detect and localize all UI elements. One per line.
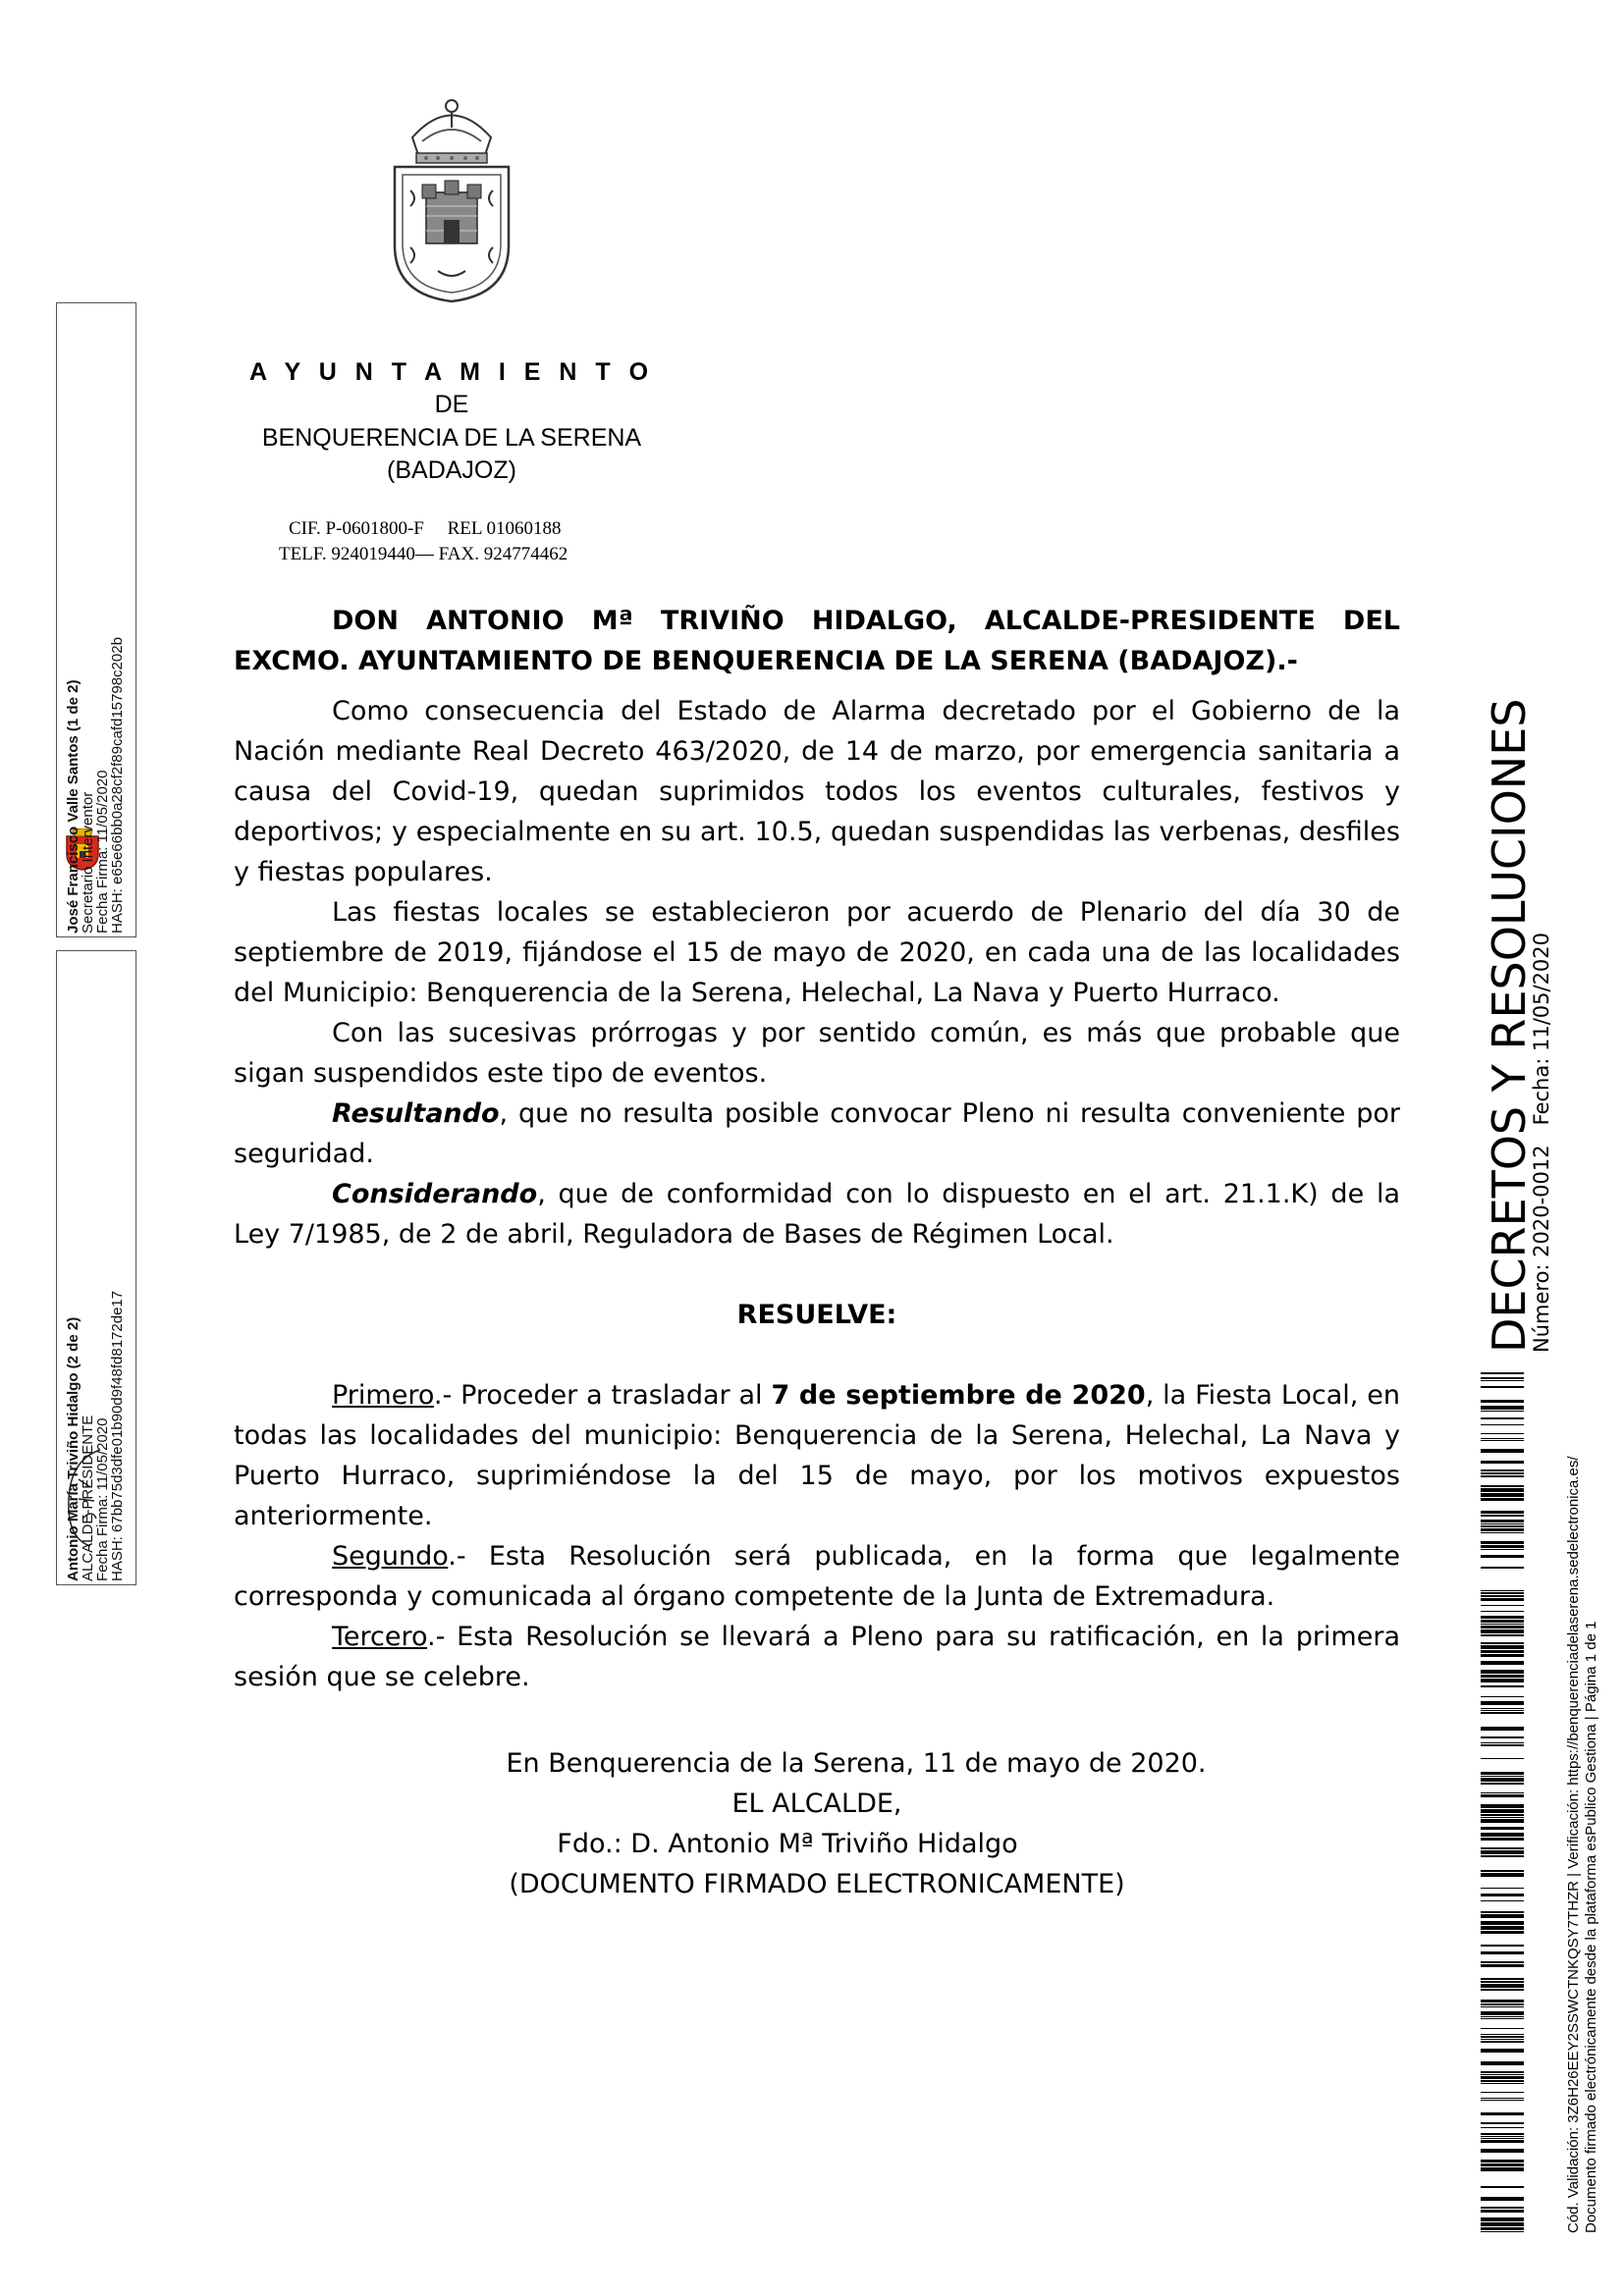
signer1-hash: HASH: e65e66bb0a28cf2f89cafd15798c202b (109, 637, 126, 934)
letterhead-cif: CIF. P-0601800-F REL 01060188 (289, 518, 562, 539)
primero-date: 7 de septiembre de 2020 (771, 1380, 1146, 1411)
signer2-date: Fecha Firma: 11/05/2020 (94, 1417, 111, 1581)
resultando-text: , que no resulta posible convocar Pleno ni resulta conveniente por seguridad. (234, 1098, 1400, 1169)
letterhead-province: (BADAJOZ) (387, 456, 516, 484)
signer2-hash: HASH: 67bb75d3dfe01b90d9f48fd8172de17 (109, 1290, 126, 1581)
resultando-label: Resultando (332, 1098, 500, 1129)
considerando-label: Considerando (332, 1179, 538, 1209)
paragraph-resultando (234, 1094, 1400, 1174)
signer2-name (66, 1317, 81, 1581)
side-platform: Documento firmado electrónicamente desde la plataforma esPublico Gestiona | Página 1 de 1 (1583, 1621, 1599, 2233)
coat-of-arms-logo (383, 98, 520, 304)
paragraph-considerando (234, 1174, 1400, 1255)
signer-box-1 (56, 302, 136, 937)
segundo-label: Segundo (332, 1541, 449, 1572)
signature-place-date: En Benquerencia de la Serena, 11 de mayo de 2020. (506, 1748, 1207, 1779)
signature-block (234, 1743, 1400, 1904)
signer1-name (66, 680, 81, 934)
paragraph-alarm: Como consecuencia del Estado de Alarma decretado por el Gobierno de la Nación mediante Real Decreto 463/2020, de 14 de marzo, por emergencia sanitaria a causa del Covid-19, quedan suprimidos todos los eventos culturales, festivos y deportivos; y especialmente en su art. 10.5, quedan suspendidas las verbenas, desfiles y fiestas populares. (234, 696, 1400, 887)
signature-role: EL ALCALDE, (731, 1789, 902, 1819)
letterhead-ayuntamiento: A Y U N T A M I E N T O (248, 358, 655, 386)
paragraph-primero (234, 1375, 1400, 1536)
signer1-role: Secretario Interventor (80, 791, 96, 934)
side-validation: Cód. Validación: 3Z6H26EEY2SSWCTNKQSY7THZR | Verificación: https://benquerenciadelaserena.sedelectronica.es/ (1565, 1456, 1582, 2233)
signer1-name-text: José Francisco Valle Santos (1 de 2) (65, 679, 81, 934)
paragraph-prorrogas: Con las sucesivas prórrogas y por sentido común, es más que probable que sigan suspendidos este tipo de eventos. (234, 1018, 1400, 1089)
signer-box-2 (56, 950, 136, 1585)
paragraph-fiestas: Las fiestas locales se establecieron por acuerdo de Plenario del día 30 de septiembre de 2019, fijándose el 15 de mayo de 2020, en cada una de las localidades del Municipio: Benquerencia de la Serena, Helechal, La Nava y Puerto Hurraco. (234, 897, 1400, 1008)
considerando-text: , que de conformidad con lo dispuesto en el art. 21.1.K) de la Ley 7/1985, de 2 de abril, Reguladora de Bases de Régimen Local. (234, 1179, 1400, 1250)
signature-note: (DOCUMENTO FIRMADO ELECTRONICAMENTE) (509, 1869, 1125, 1899)
paragraph-tercero (234, 1617, 1400, 1697)
signer1-date: Fecha Firma: 11/05/2020 (94, 770, 111, 934)
signer2-name-text: Antonio María Triviño Hidalgo (2 de 2) (65, 1316, 81, 1581)
side-title: DECRETOS Y RESOLUCIONES (1483, 698, 1536, 1353)
letterhead-municipality: BENQUERENCIA DE LA SERENA (261, 424, 642, 452)
resuelve-heading: RESUELVE: (736, 1300, 897, 1330)
tercero-label: Tercero (332, 1622, 428, 1652)
side-number-date: Número: 2020-0012 Fecha: 11/05/2020 (1530, 932, 1553, 1353)
decree-heading: DON ANTONIO Mª TRIVIÑO HIDALGO, ALCALDE-PRESIDENTE DEL EXCMO. AYUNTAMIENTO DE BENQUERENCIA DE LA SERENA (BADAJOZ).- (234, 606, 1400, 676)
primero-label: Primero (332, 1380, 434, 1411)
tercero-text: .- Esta Resolución se llevará a Pleno para su ratificación, en la primera sesión que se celebre. (234, 1622, 1400, 1692)
letterhead-phone: TELF. 924019440— FAX. 924774462 (279, 544, 568, 564)
primero-text-b: , la Fiesta Local, en todas las localidades del municipio: Benquerencia de la Serena, Helechal, La Nava y Puerto Hurraco, suprimiéndose la del 15 de mayo, por los motivos expuestos anteriormente. (234, 1380, 1400, 1531)
paragraph-segundo (234, 1536, 1400, 1617)
document-body (234, 601, 1400, 1697)
segundo-text: .- Esta Resolución será publicada, en la forma que legalmente corresponda y comunicada al órgano competente de la Junta de Extremadura. (234, 1541, 1400, 1612)
signer2-role: ALCALDE-PRESIDENTE (80, 1415, 96, 1581)
signature-name: Fdo.: D. Antonio Mª Triviño Hidalgo (557, 1829, 1018, 1859)
primero-text-a: .- Proceder a trasladar al (433, 1380, 772, 1411)
validation-barcode (1481, 1372, 1524, 2236)
letterhead-de: DE (434, 391, 469, 418)
